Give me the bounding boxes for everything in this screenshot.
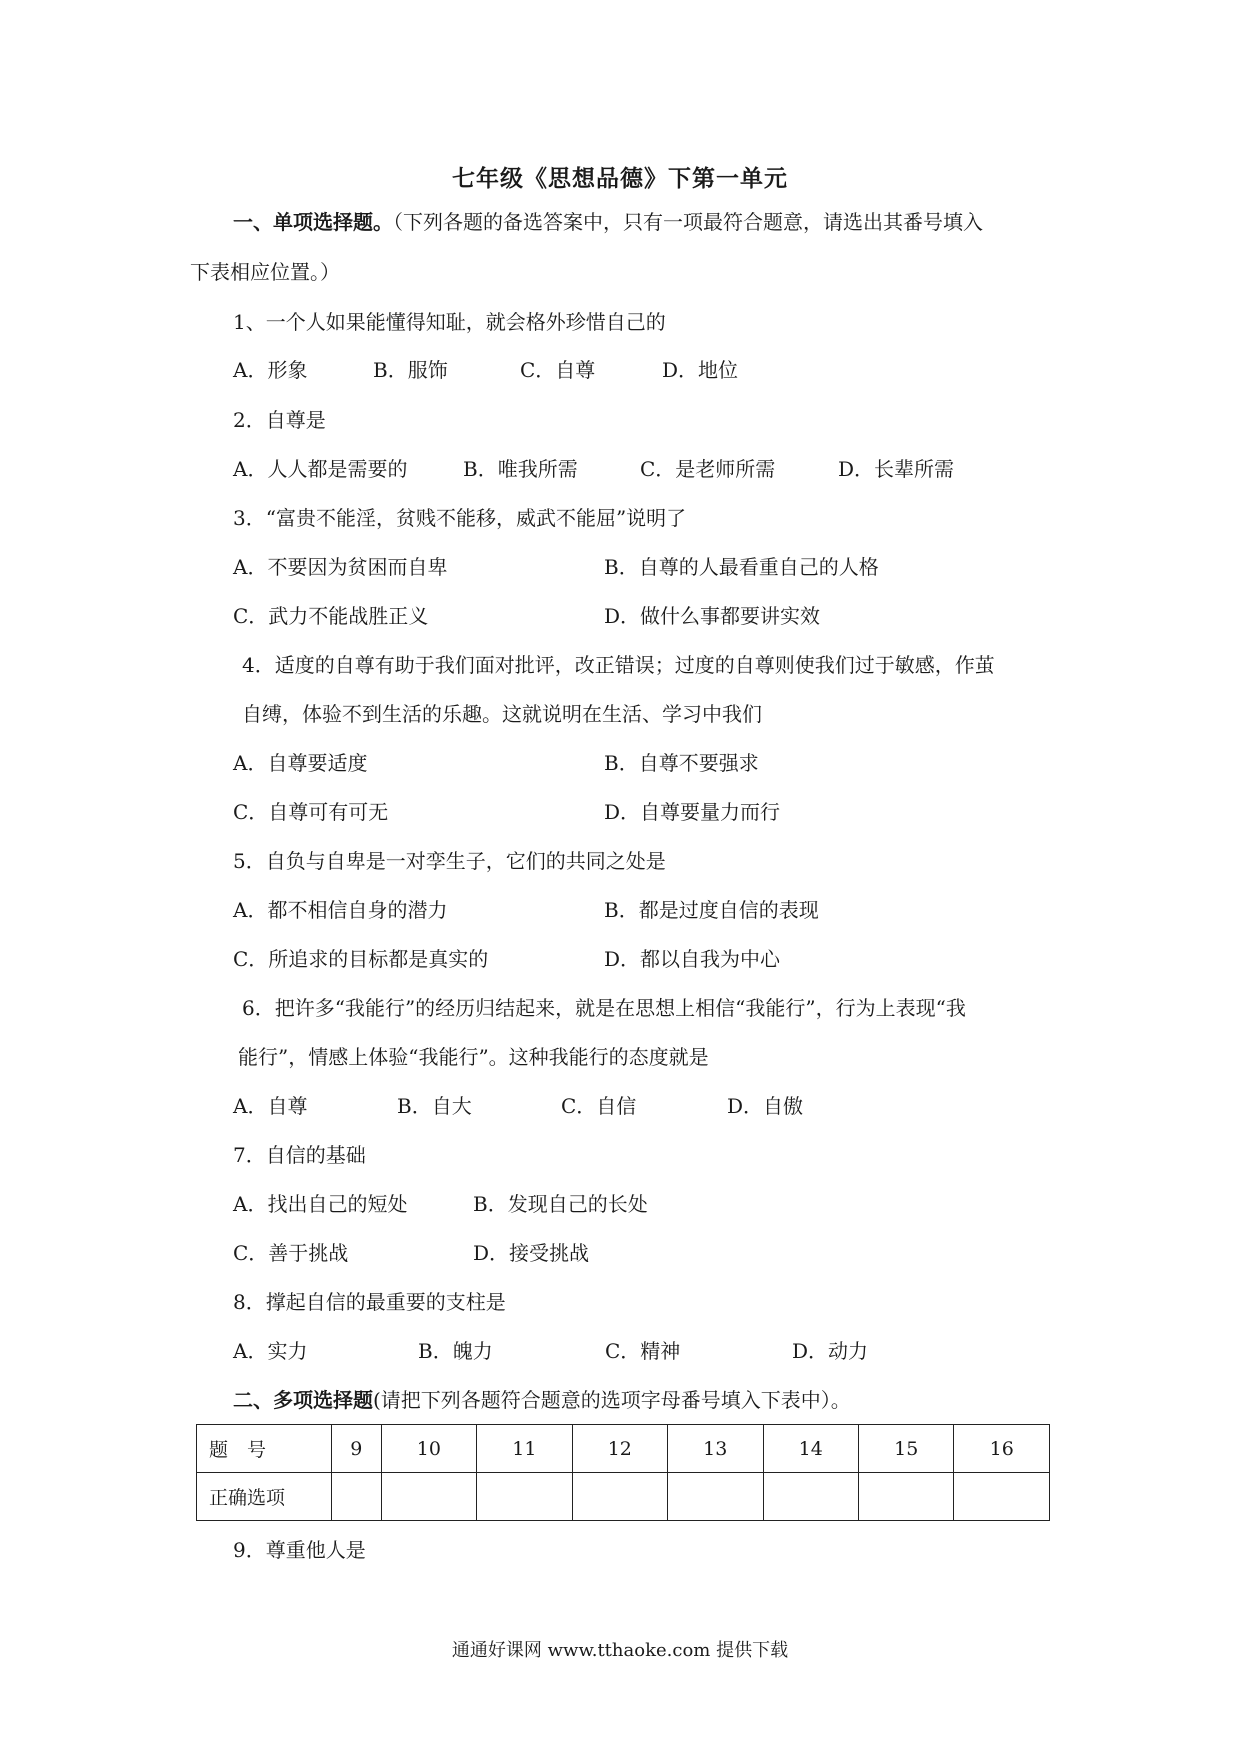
table-col-10: 10: [381, 1425, 476, 1473]
answer-table-header-row: [197, 1425, 1050, 1473]
answer-cell-9[interactable]: [332, 1473, 382, 1521]
q2-option-b: B．唯我所需: [463, 457, 578, 481]
q4-option-d: D．自尊要量力而行: [604, 800, 781, 824]
question-6-stem-line2: 能行”，情感上体验“我能行”。这种我能行的态度就是: [238, 1045, 709, 1069]
section1-heading: 一、单项选择题。: [233, 210, 393, 234]
table-col-11: 11: [477, 1425, 572, 1473]
q6-option-a: A．自尊: [233, 1094, 308, 1118]
table-col-15: 15: [858, 1425, 953, 1473]
q4-option-b: B．自尊不要强求: [604, 751, 759, 775]
q1-option-b: B．服饰: [373, 358, 448, 382]
q4-option-c: C．自尊可有可无: [233, 800, 389, 824]
answer-cell-11[interactable]: [477, 1473, 572, 1521]
q5-option-b: B．都是过度自信的表现: [604, 898, 819, 922]
section1-heading-line: [233, 208, 983, 236]
question-8-stem: 8．撑起自信的最重要的支柱是: [233, 1290, 506, 1314]
q8-option-a: A．实力: [233, 1339, 308, 1363]
question-9-stem: 9．尊重他人是: [233, 1538, 366, 1562]
q7-option-a: A．找出自己的短处: [233, 1192, 408, 1216]
q6-option-d: D．自傲: [727, 1094, 804, 1118]
q8-option-c: C．精神: [605, 1339, 681, 1363]
question-5-stem: 5．自负与自卑是一对孪生子，它们的共同之处是: [233, 849, 666, 873]
q3-option-c: C．武力不能战胜正义: [233, 604, 429, 628]
question-2-stem: 2．自尊是: [233, 408, 326, 432]
q2-option-a: A．人人都是需要的: [233, 457, 408, 481]
answer-cell-16[interactable]: [954, 1473, 1050, 1521]
q6-option-b: B．自大: [397, 1094, 472, 1118]
table-col-13: 13: [668, 1425, 763, 1473]
q7-option-d: D．接受挑战: [473, 1241, 590, 1265]
page-footer: 通通好课网 www.tthaoke.com 提供下载: [451, 1640, 789, 1661]
section1-instruction: （下列各题的备选答案中，只有一项最符合题意，请选出其番号填入: [393, 210, 983, 234]
table-col-14: 14: [763, 1425, 858, 1473]
question-4-stem-line1: 4．适度的自尊有助于我们面对批评，改正错误；过度的自尊则使我们过于敏感，作茧: [242, 653, 995, 677]
q3-option-a: A．不要因为贫困而自卑: [233, 555, 448, 579]
table-col-12: 12: [572, 1425, 667, 1473]
answer-cell-14[interactable]: [763, 1473, 858, 1521]
q7-option-b: B．发现自己的长处: [473, 1192, 648, 1216]
q3-option-d: D．做什么事都要讲实效: [604, 604, 821, 628]
q4-option-a: A．自尊要适度: [233, 751, 368, 775]
table-col-16: 16: [954, 1425, 1050, 1473]
q1-option-a: A．形象: [233, 358, 308, 382]
q2-option-c: C．是老师所需: [640, 457, 776, 481]
page-title: 七年级《思想品德》下第一单元: [452, 165, 788, 192]
q1-option-c: C．自尊: [520, 358, 596, 382]
section2-heading: 二、多项选择题: [233, 1388, 373, 1412]
question-3-stem: 3．“富贵不能淫，贫贱不能移，威武不能屈”说明了: [233, 506, 687, 530]
table-header-label: 题 号: [197, 1425, 332, 1473]
q5-option-d: D．都以自我为中心: [604, 947, 781, 971]
q8-option-b: B．魄力: [418, 1339, 493, 1363]
question-6-stem-line1: 6．把许多“我能行”的经历归结起来，就是在思想上相信“我能行”，行为上表现“我: [242, 996, 966, 1020]
q1-option-d: D．地位: [662, 358, 739, 382]
section1-instruction-cont: 下表相应位置。）: [190, 260, 340, 284]
table-answer-label: 正确选项: [197, 1473, 332, 1521]
q5-option-c: C．所追求的目标都是真实的: [233, 947, 489, 971]
question-7-stem: 7．自信的基础: [233, 1143, 366, 1167]
q6-option-c: C．自信: [561, 1094, 637, 1118]
answer-cell-13[interactable]: [668, 1473, 763, 1521]
q3-option-b: B．自尊的人最看重自己的人格: [604, 555, 879, 579]
q8-option-d: D．动力: [792, 1339, 869, 1363]
q7-option-c: C．善于挑战: [233, 1241, 349, 1265]
section2-instruction: (请把下列各题符合题意的选项字母番号填入下表中）。: [373, 1388, 851, 1412]
question-1-stem: 1、一个人如果能懂得知耻，就会格外珍惜自己的: [233, 310, 666, 334]
table-col-9: 9: [332, 1425, 382, 1473]
q5-option-a: A．都不相信自身的潜力: [233, 898, 448, 922]
question-4-stem-line2: 自缚，体验不到生活的乐趣。这就说明在生活、学习中我们: [242, 702, 762, 726]
answer-cell-12[interactable]: [572, 1473, 667, 1521]
answer-table-answer-row: [197, 1473, 1050, 1521]
answer-table: [196, 1424, 1050, 1521]
answer-cell-15[interactable]: [858, 1473, 953, 1521]
q2-option-d: D．长辈所需: [838, 457, 955, 481]
answer-cell-10[interactable]: [381, 1473, 476, 1521]
section2-heading-line: [233, 1386, 851, 1414]
